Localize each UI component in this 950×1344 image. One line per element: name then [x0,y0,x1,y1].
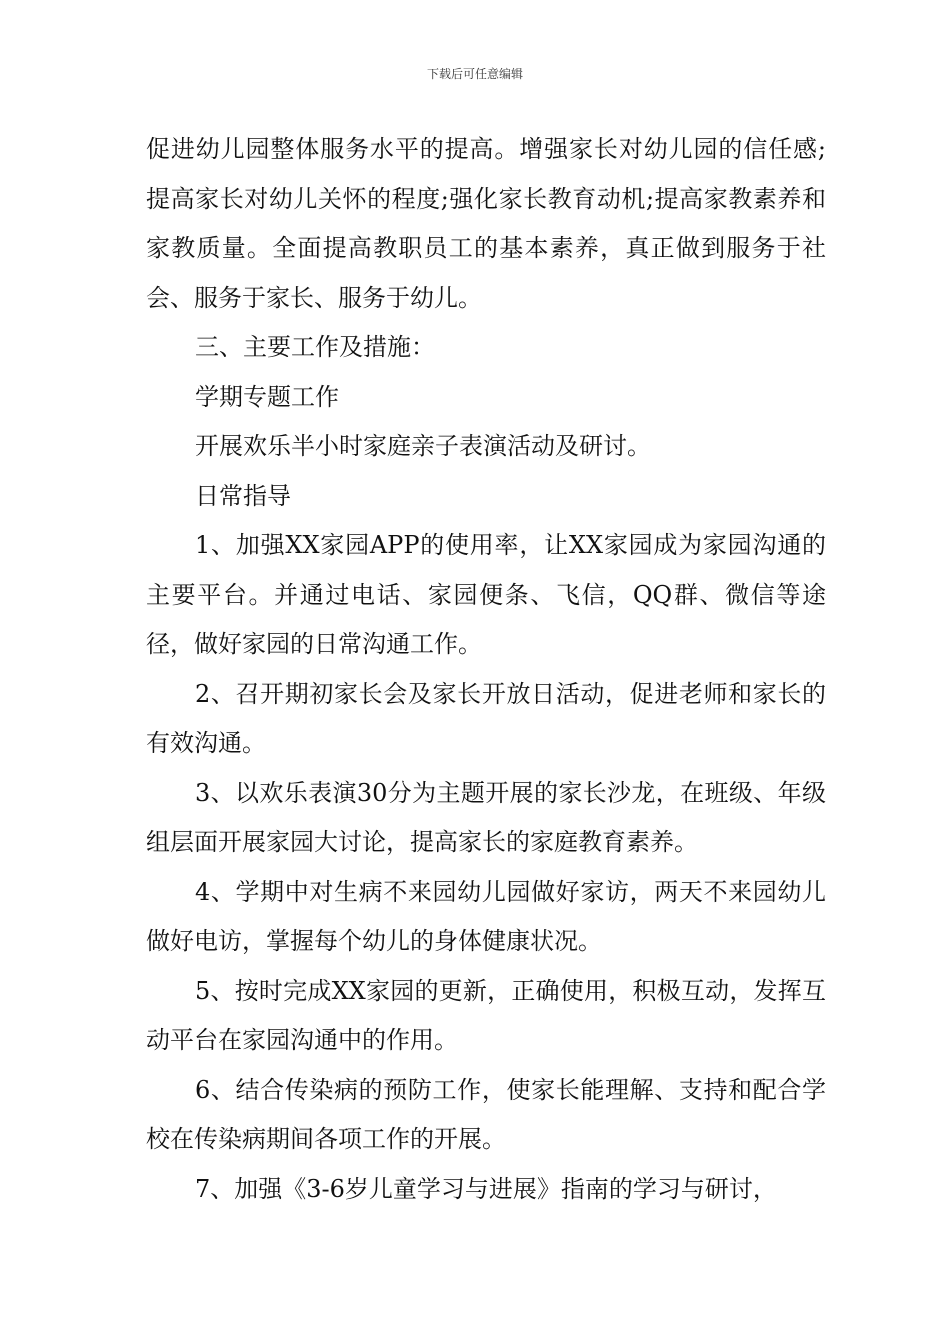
list-item-6: 6、结合传染病的预防工作，使家长能理解、支持和配合学校在传染病期间各项工作的开展。 [146,1075,826,1153]
document-body [146,125,826,1214]
list-item-3: 3、以欢乐表演30分为主题开展的家长沙龙，在班级、年级组层面开展家园大讨论，提高家长的家庭教育素养。 [146,778,826,856]
subheading-daily-guidance: 日常指导 [195,481,291,510]
list-item-4: 4、学期中对生病不来园幼儿园做好家访，两天不来园幼儿做好电访，掌握每个幼儿的身体健康状况。 [146,877,826,955]
paragraph-intro: 促进幼儿园整体服务水平的提高。增强家长对幼儿园的信任感;提高家长对幼儿关怀的程度;强化家长教育动机;提高家教素养和家教质量。全面提高教职员工的基本素养，真正做到服务于社会、服务于家长、服务于幼儿。 [146,135,826,312]
subheading-semester-topic: 学期专题工作 [195,382,339,411]
paragraph-topic-activity: 开展欢乐半小时家庭亲子表演活动及研讨。 [195,432,651,460]
page-header: 下载后可任意编辑 [426,67,523,81]
list-item-7: 7、加强《3-6岁儿童学习与进展》指南的学习与研讨， [195,1174,777,1203]
section-heading-main-work: 三、主要工作及措施： [195,333,435,361]
list-item-5: 5、按时完成XX家园的更新，正确使用，积极互动，发挥互动平台在家园沟通中的作用。 [146,976,826,1054]
list-item-1: 1、加强XX家园APP的使用率，让XX家园成为家园沟通的主要平台。并通过电话、家园便条、飞信，QQ群、微信等途径，做好家园的日常沟通工作。 [146,531,826,658]
list-item-2: 2、召开期初家长会及家长开放日活动，促进老师和家长的有效沟通。 [146,679,826,757]
